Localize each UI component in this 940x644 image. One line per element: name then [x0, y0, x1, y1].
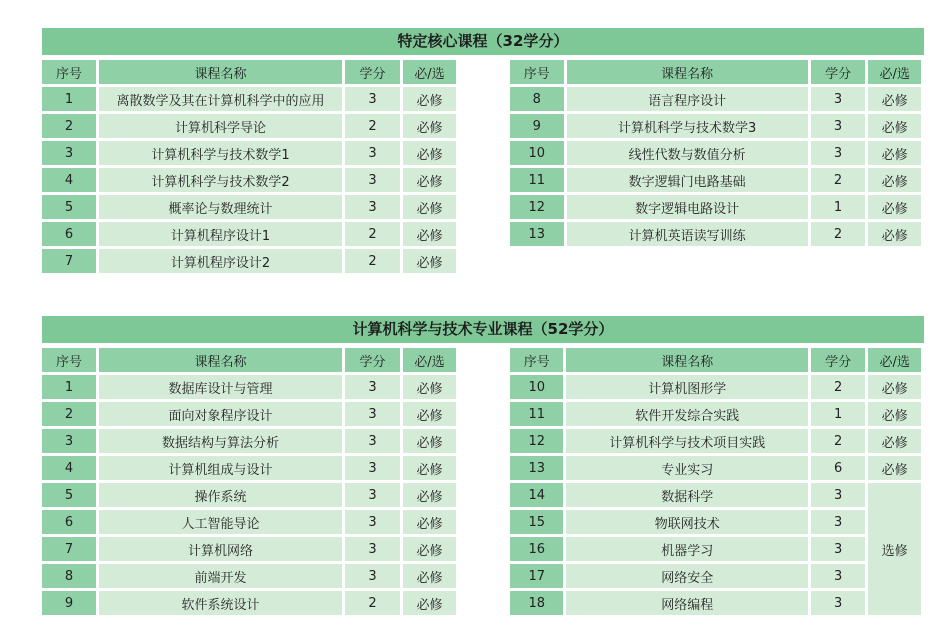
- course-index: 15: [510, 510, 563, 534]
- course-index: 10: [510, 141, 564, 165]
- major-courses-table-right: [507, 345, 924, 618]
- col-header-type: 必/选: [868, 348, 921, 372]
- table-row: [510, 114, 921, 138]
- course-index: 4: [42, 456, 96, 480]
- table-row: [42, 195, 456, 219]
- course-credits: 3: [811, 141, 866, 165]
- core-courses-section: [42, 28, 924, 355]
- course-type: 必修: [403, 510, 456, 534]
- table-row: [510, 564, 921, 588]
- course-name: 计算机科学与技术数学1: [99, 141, 342, 165]
- table-row: [42, 375, 456, 399]
- col-header-type: 必/选: [403, 348, 456, 372]
- course-type: 必修: [868, 375, 921, 399]
- col-header-credits: 学分: [811, 348, 865, 372]
- course-index: 6: [42, 222, 96, 246]
- col-header-credits: 学分: [345, 348, 400, 372]
- course-credits: 3: [345, 429, 400, 453]
- course-type: 必修: [868, 402, 921, 426]
- course-credits: 3: [345, 456, 400, 480]
- table-row: [510, 537, 921, 561]
- course-index: 11: [510, 168, 564, 192]
- course-index: 13: [510, 456, 563, 480]
- course-credits: 3: [811, 510, 865, 534]
- major-courses-title: 计算机科学与技术专业课程（52学分）: [42, 316, 924, 343]
- table-header-row: [42, 60, 456, 84]
- course-credits: 3: [345, 87, 400, 111]
- course-type: 必修: [868, 222, 921, 246]
- course-name: 专业实习: [566, 456, 807, 480]
- course-name: 数字逻辑门电路基础: [567, 168, 808, 192]
- table-row: [510, 375, 921, 399]
- table-header-row: [42, 348, 456, 372]
- course-credits: 3: [811, 483, 865, 507]
- course-name: 计算机网络: [99, 537, 342, 561]
- col-header-type: 必/选: [868, 60, 921, 84]
- course-credits: 1: [811, 402, 865, 426]
- course-type: 必修: [868, 168, 921, 192]
- course-name: 软件开发综合实践: [566, 402, 807, 426]
- course-name: 计算机图形学: [566, 375, 807, 399]
- course-name: 计算机组成与设计: [99, 456, 342, 480]
- course-name: 计算机程序设计1: [99, 222, 342, 246]
- table-row: [510, 168, 921, 192]
- course-type: 必修: [403, 195, 456, 219]
- course-credits: 3: [811, 537, 865, 561]
- table-row: [42, 429, 456, 453]
- table-row: [510, 591, 921, 615]
- course-index: 10: [510, 375, 563, 399]
- course-name: 线性代数与数值分析: [567, 141, 808, 165]
- col-header-index: 序号: [42, 60, 96, 84]
- table-row: [510, 87, 921, 111]
- course-credits: 3: [811, 114, 866, 138]
- course-name: 计算机科学与技术数学2: [99, 168, 342, 192]
- course-index: 1: [42, 87, 96, 111]
- course-name: 软件系统设计: [99, 591, 342, 615]
- course-type: 必修: [403, 222, 456, 246]
- course-name: 数据库设计与管理: [99, 375, 342, 399]
- course-type: 必修: [403, 564, 456, 588]
- table-row: [42, 168, 456, 192]
- course-credits: 6: [811, 456, 865, 480]
- course-type: 必修: [403, 249, 456, 273]
- course-credits: 3: [345, 141, 400, 165]
- course-index: 12: [510, 429, 563, 453]
- course-type: 必修: [403, 375, 456, 399]
- table-header-row: [510, 60, 921, 84]
- course-type: 必修: [868, 141, 921, 165]
- table-row: [510, 429, 921, 453]
- course-name: 面向对象程序设计: [99, 402, 342, 426]
- course-index: 2: [42, 114, 96, 138]
- col-header-index: 序号: [42, 348, 96, 372]
- course-index: 7: [42, 249, 96, 273]
- table-row: [510, 510, 921, 534]
- course-type: 必修: [868, 87, 921, 111]
- course-credits: 3: [345, 564, 400, 588]
- course-index: 8: [42, 564, 96, 588]
- course-name: 计算机程序设计2: [99, 249, 342, 273]
- course-type: 必修: [403, 402, 456, 426]
- course-credits: 3: [345, 375, 400, 399]
- course-type: 必修: [403, 591, 456, 615]
- major-courses-table-left: [39, 345, 459, 618]
- course-name: 概率论与数理统计: [99, 195, 342, 219]
- course-index: 16: [510, 537, 563, 561]
- course-credits: 3: [345, 195, 400, 219]
- table-row: [510, 141, 921, 165]
- course-index: 13: [510, 222, 564, 246]
- course-name: 网络安全: [566, 564, 807, 588]
- course-credits: 1: [811, 195, 866, 219]
- col-header-course-name: 课程名称: [99, 60, 342, 84]
- course-index: 3: [42, 141, 96, 165]
- col-header-credits: 学分: [345, 60, 400, 84]
- course-index: 5: [42, 483, 96, 507]
- course-index: 12: [510, 195, 564, 219]
- course-index: 4: [42, 168, 96, 192]
- course-index: 9: [510, 114, 564, 138]
- course-type: 必修: [403, 429, 456, 453]
- elective-group-label: 选修: [868, 483, 921, 615]
- core-courses-title: 特定核心课程（32学分）: [42, 28, 924, 55]
- course-index: 11: [510, 402, 563, 426]
- course-index: 6: [42, 510, 96, 534]
- table-row: [42, 483, 456, 507]
- course-index: 2: [42, 402, 96, 426]
- course-type: 必修: [403, 114, 456, 138]
- course-name: 数字逻辑电路设计: [567, 195, 808, 219]
- table-row: [42, 222, 456, 246]
- table-row: [510, 456, 921, 480]
- course-name: 计算机科学与技术数学3: [567, 114, 808, 138]
- course-credits: 2: [811, 222, 866, 246]
- table-row: [510, 195, 921, 219]
- course-index: 3: [42, 429, 96, 453]
- table-header-row: [510, 348, 921, 372]
- course-credits: 3: [345, 402, 400, 426]
- course-name: 计算机科学导论: [99, 114, 342, 138]
- col-header-credits: 学分: [811, 60, 866, 84]
- table-row: [42, 510, 456, 534]
- course-type: 必修: [403, 168, 456, 192]
- course-credits: 3: [345, 537, 400, 561]
- course-index: 9: [42, 591, 96, 615]
- col-header-type: 必/选: [403, 60, 456, 84]
- table-row: [510, 222, 921, 246]
- course-type: 必修: [868, 456, 921, 480]
- course-credits: 3: [345, 483, 400, 507]
- col-header-course-name: 课程名称: [566, 348, 807, 372]
- col-header-course-name: 课程名称: [567, 60, 808, 84]
- table-row: [42, 402, 456, 426]
- course-credits: 3: [345, 168, 400, 192]
- course-index: 17: [510, 564, 563, 588]
- course-name: 前端开发: [99, 564, 342, 588]
- course-name: 语言程序设计: [567, 87, 808, 111]
- course-credits: 3: [811, 87, 866, 111]
- table-row: [42, 564, 456, 588]
- course-type: 必修: [403, 483, 456, 507]
- course-type: 必修: [403, 537, 456, 561]
- course-name: 计算机科学与技术项目实践: [566, 429, 807, 453]
- course-type: 必修: [868, 114, 921, 138]
- course-credits: 2: [811, 168, 866, 192]
- course-name: 物联网技术: [566, 510, 807, 534]
- col-header-index: 序号: [510, 348, 563, 372]
- course-index: 14: [510, 483, 563, 507]
- course-credits: 3: [811, 591, 865, 615]
- course-credits: 2: [811, 375, 865, 399]
- major-courses-section: [42, 316, 924, 643]
- course-type: 必修: [403, 456, 456, 480]
- course-index: 8: [510, 87, 564, 111]
- course-name: 离散数学及其在计算机科学中的应用: [99, 87, 342, 111]
- table-row: [42, 537, 456, 561]
- course-type: 必修: [868, 195, 921, 219]
- course-credits: 3: [811, 564, 865, 588]
- course-credits: 2: [345, 249, 400, 273]
- table-row: [42, 456, 456, 480]
- table-row: [42, 114, 456, 138]
- course-name: 网络编程: [566, 591, 807, 615]
- course-type: 必修: [868, 429, 921, 453]
- course-index: 18: [510, 591, 563, 615]
- table-row: [42, 141, 456, 165]
- course-credits: 2: [345, 114, 400, 138]
- course-credits: 2: [345, 222, 400, 246]
- course-name: 操作系统: [99, 483, 342, 507]
- course-name: 数据科学: [566, 483, 807, 507]
- course-credits: 2: [345, 591, 400, 615]
- table-row: [510, 402, 921, 426]
- course-name: 数据结构与算法分析: [99, 429, 342, 453]
- course-name: 机器学习: [566, 537, 807, 561]
- course-credits: 2: [811, 429, 865, 453]
- table-row: [42, 87, 456, 111]
- course-type: 必修: [403, 141, 456, 165]
- table-row: [42, 591, 456, 615]
- col-header-index: 序号: [510, 60, 564, 84]
- course-name: 计算机英语读写训练: [567, 222, 808, 246]
- core-courses-table-left: [39, 57, 459, 276]
- course-index: 5: [42, 195, 96, 219]
- core-courses-table-right: [507, 57, 924, 249]
- course-type: 必修: [403, 87, 456, 111]
- course-index: 1: [42, 375, 96, 399]
- course-name: 人工智能导论: [99, 510, 342, 534]
- table-row: [510, 483, 921, 507]
- course-index: 7: [42, 537, 96, 561]
- table-row: [42, 249, 456, 273]
- course-credits: 3: [345, 510, 400, 534]
- col-header-course-name: 课程名称: [99, 348, 342, 372]
